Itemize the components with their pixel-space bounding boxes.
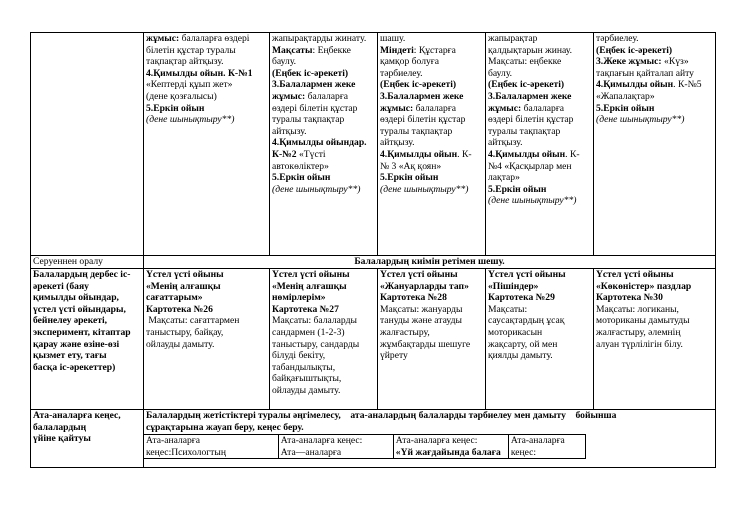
text-run: шашу. <box>380 33 406 44</box>
independent-cell-mon <box>144 269 270 410</box>
text-line <box>146 33 267 45</box>
text-line: әрекеті (баяу <box>33 280 89 292</box>
text-line <box>380 126 483 138</box>
text-line <box>380 79 483 91</box>
text-line <box>146 45 267 57</box>
independent-cell-fri <box>594 269 716 410</box>
text-run: №4 «Қасқырлар мен <box>488 160 572 172</box>
game-body-line: Мақсаты: сағаттармен <box>146 315 240 327</box>
text-line: кеңес:Психологтың <box>146 446 226 458</box>
text-line <box>272 149 375 161</box>
parents-cell-2 <box>278 435 393 459</box>
game-body-line: ойлауды дамыту. <box>272 384 341 396</box>
game-body-line: жалғастыру, әлемнің <box>596 326 681 338</box>
text-run: тақпақтар айтқызу. <box>146 56 224 68</box>
text-line <box>146 114 267 126</box>
text-line <box>272 68 375 80</box>
text-line: Балалардың дербес іс- <box>33 269 131 280</box>
text-run: өздері білетін құстар <box>272 102 358 114</box>
text-line <box>272 103 375 115</box>
text-line <box>380 68 483 80</box>
text-run: 4.Қимылды ойын <box>380 148 458 160</box>
text-run: жапырақтар <box>488 33 538 44</box>
game-body-line: саусақтардың ұсақ <box>488 315 565 327</box>
text-line: Балалардың жетістіктері туралы әңгімелесу, ата-аналардың балаларды тәрбиелеу мен дамыту бойынша <box>146 410 617 421</box>
text-run: «Кептерді құып жет» <box>146 79 233 91</box>
text-run: (дене қозғалысы) <box>146 90 217 102</box>
text-run: 4.Қимылды ойын <box>596 79 674 91</box>
parents-lead <box>144 410 715 433</box>
activities-cell-tue <box>270 33 378 256</box>
text-run: . К- <box>457 148 472 160</box>
game-body-line: табандылықты, <box>272 361 336 373</box>
text-line: бейнелеу әрекеті, <box>33 315 108 327</box>
text-line <box>488 45 591 57</box>
text-line <box>488 195 591 207</box>
text-line <box>488 56 591 68</box>
text-run: 3.Балалармен жеке <box>380 90 464 102</box>
game-title-line: «Менің алғашқы <box>272 280 347 292</box>
text-line <box>596 68 713 80</box>
text-line: үйіне қайтуы <box>33 433 91 445</box>
text-line <box>272 126 375 138</box>
game-body-line: Мақсаты: логиканы, <box>596 303 679 315</box>
text-run: жұмыс: <box>146 33 182 44</box>
text-line: сұрақтарына жауап беру, кеңес беру. <box>146 421 304 433</box>
text-line: Ата-аналарға <box>510 435 565 447</box>
game-title-line: Картотека №29 <box>488 292 555 304</box>
text-run: 4.Қимылды ойын. К-№1 <box>146 67 253 79</box>
game-body-line: білуді бекіту, <box>272 350 326 362</box>
text-run: туралы тақпақтар <box>488 125 561 137</box>
game-title-line: Үстел үсті ойыны <box>272 269 350 280</box>
text-run: (Еңбек іс-әрекеті) <box>380 79 457 91</box>
text-line <box>272 184 375 196</box>
text-line <box>272 45 375 57</box>
independent-cell-tue <box>270 269 378 410</box>
text-line <box>272 91 375 103</box>
text-line: Ата-аналарға кеңес, <box>33 410 121 421</box>
text-line: Ата-аналарға <box>146 435 200 447</box>
text-line <box>596 33 713 45</box>
text-run: : Құстарға <box>413 44 456 56</box>
text-run: лақтар» <box>488 172 520 184</box>
parents-cell-4 <box>508 435 585 459</box>
text-line <box>146 79 267 91</box>
text-line <box>596 91 713 103</box>
text-run: тәрбиелеу. <box>380 67 423 79</box>
text-line: «Үй жағдайында балаға <box>395 446 501 458</box>
text-run: жұмыс: <box>272 90 308 102</box>
independent-label <box>31 269 144 410</box>
text-run: . К-№5 <box>673 79 702 91</box>
game-title-line: Картотека №27 <box>272 303 339 315</box>
activities-label-cell <box>31 33 144 256</box>
text-run: баулу. <box>272 56 297 68</box>
text-run: . К- <box>565 148 580 160</box>
text-run: (дене шынықтыру**) <box>488 195 577 207</box>
text-line: кеңес: <box>510 446 537 458</box>
text-run: айтқызу. <box>488 137 523 149</box>
text-line <box>380 91 483 103</box>
text-run: Міндеті <box>380 44 414 56</box>
text-run: (Еңбек іс-әрекеті) <box>272 67 349 79</box>
game-body-line: жалғастыру, <box>380 326 430 338</box>
game-body-line: жұмбақтарды шешуге <box>380 338 471 350</box>
parents-cell-1 <box>144 435 278 459</box>
text-line <box>488 68 591 80</box>
text-line <box>272 137 375 149</box>
game-body-line: таныстыру, сандарды <box>272 338 360 350</box>
parents-row <box>31 410 716 468</box>
weekly-plan-table <box>30 32 716 468</box>
text-line <box>272 161 375 173</box>
text-run: өздері білетін құстар <box>488 114 574 126</box>
text-run: (Еңбек іс-әрекеті) <box>596 44 673 56</box>
game-body-line: жақсарту, ой мен <box>488 338 558 350</box>
text-line <box>146 91 267 103</box>
game-body-line: үйрету <box>380 350 408 362</box>
text-run: (дене шынықтыру**) <box>380 183 469 195</box>
game-title-line: Үстел үсті ойыны <box>488 269 566 280</box>
text-run: № 3 «Ақ қоян» <box>380 160 442 172</box>
activities-cell-thu <box>486 33 594 256</box>
text-line <box>380 184 483 196</box>
text-run: балаларға өздері <box>181 33 250 44</box>
text-line <box>272 56 375 68</box>
game-title-line: нөмірлерім» <box>272 292 326 304</box>
text-run: білетін құстар туралы <box>146 44 236 56</box>
text-line <box>146 68 267 80</box>
text-run: автокөліктер» <box>272 160 329 172</box>
text-run: жұмыс: <box>488 102 524 114</box>
text-run: 5.Еркін ойын <box>146 102 205 114</box>
game-body-line: моториканы дамытуды <box>596 315 690 327</box>
text-run: қамқор болуға <box>380 56 439 68</box>
activities-cell-fri <box>594 33 716 256</box>
game-body-line: Мақсаты: <box>488 303 528 315</box>
text-line: қимылды ойындар, <box>33 292 119 304</box>
text-run: : Еңбекке <box>312 44 351 56</box>
text-line: Ата-аналарға кеңес: <box>395 435 478 447</box>
text-line <box>380 56 483 68</box>
text-line <box>488 79 591 91</box>
text-run: өздері білетін құстар <box>380 114 466 126</box>
game-title-line: Картотека №26 <box>146 303 213 315</box>
text-line <box>272 79 375 91</box>
text-run: Мақсаты: еңбекке <box>488 56 562 68</box>
text-run: балаларға <box>415 102 457 114</box>
text-run: (дене шынықтыру**) <box>596 114 685 126</box>
game-body-line: ойлауды дамыту. <box>146 338 215 350</box>
independent-cell-thu <box>486 269 594 410</box>
text-run: Мақсаты <box>272 44 313 56</box>
text-line <box>488 33 591 45</box>
parents-label <box>31 410 144 468</box>
text-line <box>488 114 591 126</box>
text-line <box>272 114 375 126</box>
text-line <box>488 91 591 103</box>
game-title-line: Картотека №28 <box>380 292 447 304</box>
activities-cell-mon <box>144 33 270 256</box>
text-run: қалдықтарын жинау. <box>488 44 573 56</box>
game-body-line: таныстыру, байқау, <box>146 326 224 338</box>
text-line: Ата-аналарға кеңес: <box>280 435 363 447</box>
text-line: Ата—аналарға <box>280 446 342 458</box>
text-line <box>272 33 375 45</box>
text-line <box>488 172 591 184</box>
game-title-line: Үстел үсті ойыны <box>596 269 674 280</box>
independent-row <box>31 269 716 410</box>
text-run: 4.Қимылды ойын <box>488 148 566 160</box>
parents-subgrid <box>144 434 715 459</box>
text-run: 5.Еркін ойын <box>380 172 439 184</box>
game-body-line: алуан түрлілігін білу. <box>596 338 683 350</box>
text-line: қызмет ету, тағы <box>33 350 107 362</box>
text-line: балалардың <box>33 421 87 433</box>
text-run: айтқызу. <box>272 125 307 137</box>
text-run: жұмыс: <box>380 102 416 114</box>
text-line <box>596 79 713 91</box>
text-run: балаларға <box>307 90 349 102</box>
text-line <box>488 126 591 138</box>
text-line <box>380 33 483 45</box>
text-run: «Түсті <box>299 148 326 160</box>
text-line: үстел үсті ойындары, <box>33 303 126 315</box>
game-body-line: Мақсаты: балаларды <box>272 315 357 327</box>
text-run: 5.Еркін ойын <box>272 172 331 184</box>
text-line <box>488 161 591 173</box>
game-title-line: «Көкөністер» паздлар <box>596 280 692 292</box>
game-body-line: байқағыштықты, <box>272 373 342 385</box>
text-run: 4.Қимылды ойындар. <box>272 137 367 149</box>
activities-cell-wed <box>378 33 486 256</box>
text-line <box>596 56 713 68</box>
text-line: эксперимент, кітаптар <box>33 326 131 338</box>
text-run: туралы тақпақтар <box>272 114 345 126</box>
game-body-line: тануды және атауды <box>380 315 462 327</box>
text-line <box>380 161 483 173</box>
text-line <box>380 114 483 126</box>
text-run: (дене шынықтыру**) <box>272 183 361 195</box>
text-run: (дене шынықтыру**) <box>146 114 235 126</box>
text-run: 3.Жеке жұмыс: <box>596 56 665 68</box>
game-title-line: «Менің алғашқы <box>146 280 221 292</box>
game-body-line: сандармен (1-2-3) <box>272 326 345 338</box>
game-title-line: Үстел үсті ойыны <box>380 269 458 280</box>
text-line <box>380 172 483 184</box>
independent-cell-wed <box>378 269 486 410</box>
text-line <box>488 137 591 149</box>
text-run: «Күз» <box>664 56 689 68</box>
text-line <box>596 114 713 126</box>
text-run: «Жапалақтар» <box>596 90 655 102</box>
game-body-line: қиялды дамыту. <box>488 350 553 362</box>
activities-row <box>31 33 716 256</box>
game-title-line: «Жануарларды тап» <box>380 280 469 292</box>
game-body-line: моторикасын <box>488 326 543 338</box>
text-line <box>380 137 483 149</box>
text-run: баулу. <box>488 67 513 79</box>
return-text: Балалардың киімін ретімен шешу. <box>144 256 716 269</box>
text-run: балаларға <box>523 102 565 114</box>
text-run: айтқызу. <box>380 137 415 149</box>
parents-cell-3 <box>393 435 508 459</box>
text-line <box>146 56 267 68</box>
text-line: басқа іс-әрекеттер) <box>33 361 116 373</box>
text-run: 3.Балалармен жеке <box>488 90 572 102</box>
text-run: жапырақтарды жинату. <box>272 33 367 44</box>
text-line <box>380 45 483 57</box>
text-run: 5.Еркін ойын <box>596 102 655 114</box>
text-run: (Еңбек іс-әрекеті) <box>488 79 565 91</box>
text-line <box>146 103 267 115</box>
text-line <box>272 172 375 184</box>
text-line <box>596 103 713 115</box>
game-title-line: Картотека №30 <box>596 292 663 304</box>
text-run: туралы тақпақтар <box>380 125 453 137</box>
return-row <box>31 256 716 269</box>
text-line: қарау және өзіне-өзі <box>33 338 120 350</box>
game-title-line: Үстел үсті ойыны <box>146 269 224 280</box>
text-run: тәрбиелеу. <box>596 33 639 44</box>
text-run: тақпағын қайталап айту <box>596 67 694 79</box>
parents-content <box>144 410 716 468</box>
text-run: 5.Еркін ойын <box>488 183 547 195</box>
game-title-line: сағаттарым» <box>146 292 203 304</box>
game-title-line: «Пішіндер» <box>488 280 539 292</box>
text-line <box>488 184 591 196</box>
text-line <box>380 103 483 115</box>
text-line <box>488 103 591 115</box>
text-line <box>488 149 591 161</box>
text-line <box>596 45 713 57</box>
game-body-line: Мақсаты: жануарды <box>380 303 463 315</box>
return-label: Серуеннен оралу <box>31 256 144 269</box>
text-run: К-№2 <box>272 148 299 160</box>
text-run: 3.Балалармен жеке <box>272 79 356 91</box>
text-line <box>380 149 483 161</box>
